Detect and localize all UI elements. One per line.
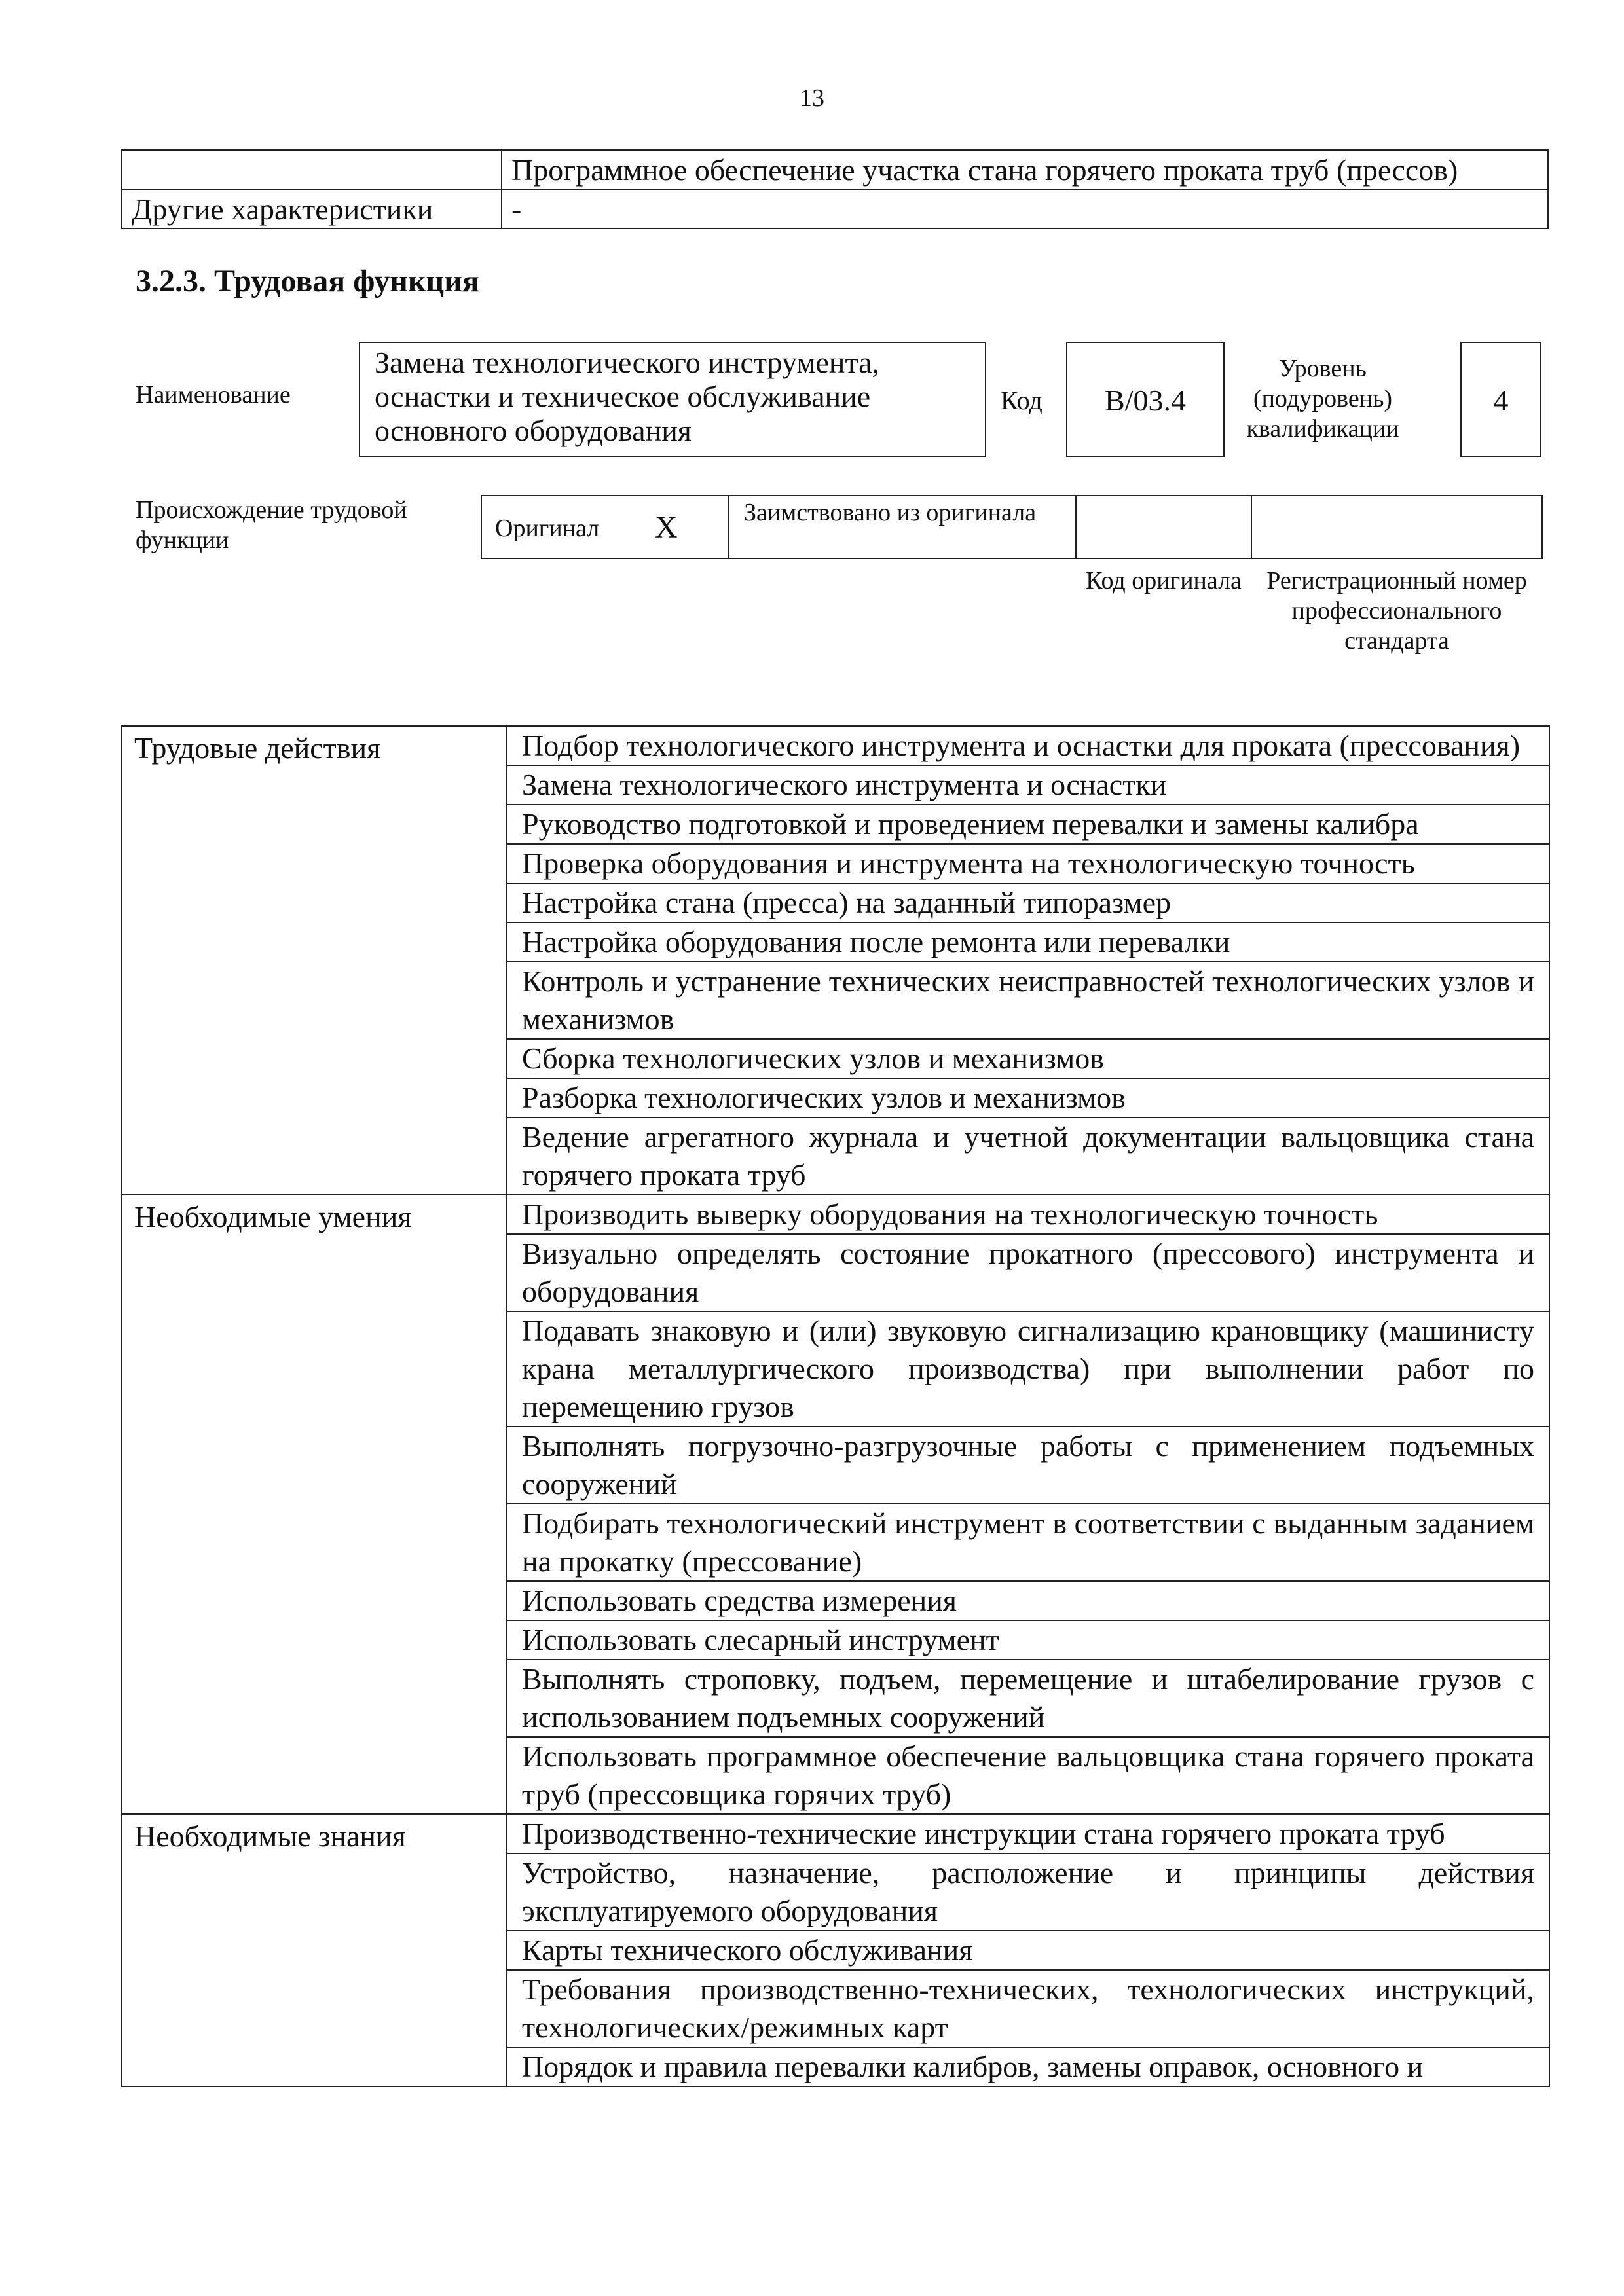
required-skills-label: Необходимые умения xyxy=(122,1195,507,1814)
labor-actions-item: Настройка стана (пресса) на заданный типоразмер xyxy=(507,883,1549,922)
name-label: Наименование xyxy=(136,381,291,409)
original-box xyxy=(481,495,729,559)
labor-actions-item: Сборка технологических узлов и механизмов xyxy=(507,1039,1549,1078)
required-skills-item: Подавать знаковую и (или) звуковую сигнализацию крановщику (машинисту крана металлургического производства) при выполнении работ по перемещению грузов xyxy=(507,1311,1549,1427)
required-knowledge-item: Производственно-технические инструкции стана горячего проката труб xyxy=(507,1814,1549,1853)
original-label: Оригинал xyxy=(495,515,600,542)
required-knowledge-label: Необходимые знания xyxy=(122,1814,507,2086)
reg-number-caption: Регистрационный номер профессионального стандарта xyxy=(1266,567,1527,655)
qualification-level-box: 4 xyxy=(1460,342,1541,457)
code-label: Код xyxy=(1001,386,1043,415)
table-row xyxy=(122,1814,1549,1853)
table-row xyxy=(122,1195,1549,1234)
other-characteristics-value: - xyxy=(502,189,1548,228)
required-skills-item: Выполнять погрузочно-разгрузочные работы с применением подъемных сооружений xyxy=(507,1427,1549,1504)
labor-actions-item: Ведение агрегатного журнала и учетной документации вальцовщика стана горячего проката труб xyxy=(507,1118,1549,1195)
section-title: 3.2.3. Трудовая функция xyxy=(136,264,479,299)
table-row xyxy=(122,726,1549,765)
required-knowledge-item: Карты технического обслуживания xyxy=(507,1931,1549,1970)
other-characteristics-label: Другие характеристики xyxy=(122,189,502,228)
page-number: 13 xyxy=(800,84,824,112)
table-row xyxy=(122,189,1548,228)
origin-label: Происхождение трудовой функции xyxy=(136,496,407,554)
empty-label-cell xyxy=(122,150,502,189)
required-skills-item: Производить выверку оборудования на технологическую точность xyxy=(507,1195,1549,1234)
labor-function-table xyxy=(121,725,1550,2087)
reg-number-box xyxy=(1251,495,1543,559)
required-knowledge-item: Устройство, назначение, расположение и принципы действия эксплуатируемого оборудования xyxy=(507,1853,1549,1931)
original-code-box xyxy=(1075,495,1252,559)
other-characteristics-table xyxy=(121,149,1549,229)
function-name-box: Замена технологического инструмента, оснастки и техническое обслуживание основного оборудования xyxy=(359,342,986,457)
labor-actions-item: Разборка технологических узлов и механизмов xyxy=(507,1078,1549,1118)
required-skills-item: Подбирать технологический инструмент в соответствии с выданным заданием на прокатку (прессование) xyxy=(507,1504,1549,1581)
required-skills-item: Визуально определять состояние прокатного (прессового) инструмента и оборудования xyxy=(507,1234,1549,1311)
function-code-box: B/03.4 xyxy=(1066,342,1225,457)
labor-actions-item: Руководство подготовкой и проведением перевалки и замены калибра xyxy=(507,805,1549,844)
required-skills-item: Выполнять строповку, подъем, перемещение и штабелирование грузов с использованием подъемных сооружений xyxy=(507,1660,1549,1737)
table-row xyxy=(122,150,1548,189)
borrowed-label-box: Заимствовано из оригинала xyxy=(728,495,1077,559)
code-original-caption: Код оригинала xyxy=(1086,567,1242,594)
labor-actions-item: Подбор технологического инструмента и оснастки для проката (прессования) xyxy=(507,726,1549,765)
required-knowledge-item: Порядок и правила перевалки калибров, замены оправок, основного и xyxy=(507,2047,1549,2086)
level-label: Уровень (подуровень) квалификации xyxy=(1246,355,1399,443)
labor-actions-item: Замена технологического инструмента и оснастки xyxy=(507,765,1549,805)
labor-actions-item: Настройка оборудования после ремонта или перевалки xyxy=(507,922,1549,962)
original-mark: X xyxy=(655,510,678,545)
required-skills-item: Использовать слесарный инструмент xyxy=(507,1620,1549,1660)
required-skills-item: Использовать программное обеспечение вальцовщика стана горячего проката труб (прессовщика горячих труб) xyxy=(507,1737,1549,1814)
required-knowledge-item: Требования производственно-технических, технологических инструкций, технологических/режимных карт xyxy=(507,1970,1549,2047)
labor-actions-item: Проверка оборудования и инструмента на технологическую точность xyxy=(507,844,1549,883)
labor-actions-label: Трудовые действия xyxy=(122,726,507,1195)
software-value-cell: Программное обеспечение участка стана горячего проката труб (прессов) xyxy=(502,150,1548,189)
required-skills-item: Использовать средства измерения xyxy=(507,1581,1549,1620)
labor-actions-item: Контроль и устранение технических неисправностей технологических узлов и механизмов xyxy=(507,962,1549,1039)
